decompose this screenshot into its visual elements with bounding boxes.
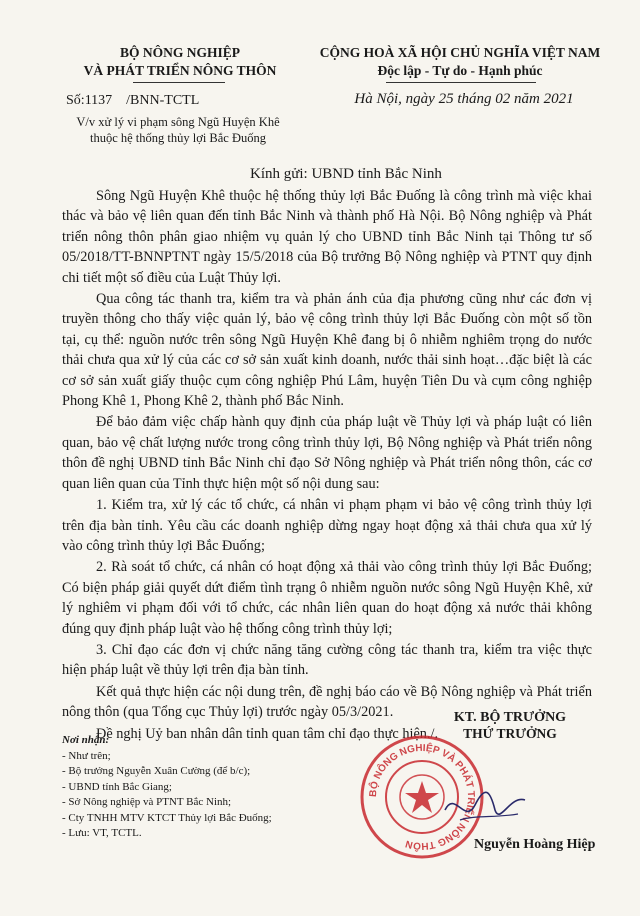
national-header bbox=[300, 44, 620, 80]
signature-title-2: THỨ TRƯỞNG bbox=[463, 726, 557, 741]
recipients-title: Nơi nhận: bbox=[62, 734, 110, 746]
signature-title-1: KT. BỘ TRƯỞNG bbox=[453, 710, 567, 725]
paragraph-3: Để bảo đảm việc chấp hành quy định của pháp luật về Thủy lợi và pháp luật có liên quan, bảo vệ chất lượng nước trong công trình thủy lợi, Bộ Nông nghiệp và Phát triển nông thôn đề nghị UBND tỉnh Bắc Ninh chỉ đạo Sở Nông nghiệp và Phát triển nông thôn, các cơ quan liên quan của Tỉnh thực hiện một số nội dung sau: bbox=[62, 414, 592, 492]
doc-number-prefix: Số: bbox=[66, 93, 85, 108]
handwritten-signature-icon bbox=[440, 770, 530, 840]
paragraph-5: 2. Rà soát tổ chức, cá nhân có hoạt động xả thải vào công trình thủy lợi Bắc Đuống; Có biện pháp giải quyết dứt điểm tình trạng ô nhiễm nguồn nước sông Ngũ Huyện Khê, xử lý nghiêm vi phạm đối với tổ chức, các nhân liên quan do hoạt động xả nước thải không đúng quy định pháp luật vào hệ thống công trình thủy lợi; bbox=[62, 559, 592, 637]
paragraph-2: Qua công tác thanh tra, kiểm tra và phản ánh của địa phương cũng như các đơn vị truyền thông cho thấy việc quản lý, bảo vệ công trình thủy lợi Bắc Đuống còn một số tồn tại, cụ thể: nguồn nước trên sông Ngũ Huyện Khê đang bị ô nhiễm nghiêm trọng do nước thải chưa qua xử lý của các cơ sở sản xuất kinh doanh, nước thải sinh hoạt…đặc biệt là các cơ sở sản xuất giấy thuộc cụm công nghiệp Phú Lâm, huyện Tiên Du và cụm công nghiệp Phong Khê 1, Phong Khê 2, thành phố Bắc Ninh. bbox=[62, 291, 592, 410]
motto-underline bbox=[386, 82, 536, 83]
recipient-item: - Bộ trưởng Nguyễn Xuân Cường (để b/c); bbox=[62, 765, 251, 777]
paragraph-6: 3. Chỉ đạo các đơn vị chức năng tăng cường công tác thanh tra, kiểm tra việc thực hiện pháp luật về thủy lợi trên địa bàn tỉnh. bbox=[62, 641, 592, 679]
org-line-1: BỘ NÔNG NGHIỆP bbox=[119, 45, 240, 60]
paragraph-4: 1. Kiểm tra, xử lý các tổ chức, cá nhân vi phạm phạm vi bảo vệ công trình thủy lợi trên địa bàn tỉnh. Yêu cầu các doanh nghiệp dừng ngay hoạt động xả thải chưa qua xử lý vào công trình thủy lợi Bắc Đuống; bbox=[62, 497, 592, 554]
recipient-item: - Lưu: VT, TCTL. bbox=[62, 827, 142, 839]
nation-title: CỘNG HOÀ XÃ HỘI CHỦ NGHĨA VIỆT NAM bbox=[319, 45, 601, 60]
recipient-item: - Cty TNHH MTV KTCT Thủy lợi Bắc Đuống; bbox=[62, 811, 272, 824]
issuing-organization bbox=[60, 44, 300, 80]
doc-number-value: 1137 bbox=[84, 93, 113, 108]
paragraph-8: Đề nghị Uỷ ban nhân dân tỉnh quan tâm chỉ đạo thực hiện./. bbox=[96, 725, 439, 742]
subject-line-1: V/v xử lý vi phạm sông Ngũ Huyện Khê bbox=[76, 115, 280, 129]
recipient-item: - Như trên; bbox=[62, 749, 111, 762]
recipient-item: - UBND tỉnh Bắc Giang; bbox=[62, 780, 172, 793]
subject-line-2: thuộc hệ thống thủy lợi Bắc Đuống bbox=[89, 131, 267, 145]
subject bbox=[58, 114, 298, 146]
paragraph-1: Sông Ngũ Huyện Khê thuộc hệ thống thủy lợi Bắc Đuống là công trình mà việc khai thác và bảo vệ liên quan đến tỉnh Bắc Ninh và thành phố Hà Nội. Bộ Nông nghiệp và Phát triển nông thôn phân giao nhiệm vụ quản lý cho UBND tỉnh Bắc Ninh tại Thông tư số 05/2018/TT-BNNPTNT ngày 15/5/2018 của Bộ trưởng Bộ Nông nghiệp và PTNT quy định chi tiết một số điều của Luật Thủy lợi. bbox=[62, 188, 592, 286]
recipient-item: - Sở Nông nghiệp và PTNT Bắc Ninh; bbox=[62, 796, 232, 808]
document-number bbox=[66, 93, 199, 109]
place-and-date: Hà Nội, ngày 25 tháng 02 năm 2021 bbox=[354, 91, 574, 107]
seal-text: BỘ NÔNG NGHIỆP VÀ PHÁT TRIỂN NÔNG THÔN bbox=[367, 742, 477, 852]
signer-name: Nguyễn Hoàng Hiệp bbox=[474, 837, 596, 852]
recipients-list bbox=[62, 733, 362, 842]
doc-number-suffix: /BNN-TCTL bbox=[126, 93, 200, 108]
national-motto: Độc lập - Tự do - Hạnh phúc bbox=[377, 63, 543, 78]
paragraph-7: Kết quả thực hiện các nội dung trên, đề nghị báo cáo về Bộ Nông nghiệp và Phát triển nông thôn (qua Tổng cục Thủy lợi) trước ngày 05/3/2021. bbox=[62, 683, 592, 721]
org-line-2: VÀ PHÁT TRIỂN NÔNG THÔN bbox=[83, 63, 277, 78]
recipient-line: Kính gửi: UBND tỉnh Bắc Ninh bbox=[250, 166, 442, 182]
letter-body bbox=[62, 186, 592, 745]
org-underline bbox=[133, 82, 225, 83]
